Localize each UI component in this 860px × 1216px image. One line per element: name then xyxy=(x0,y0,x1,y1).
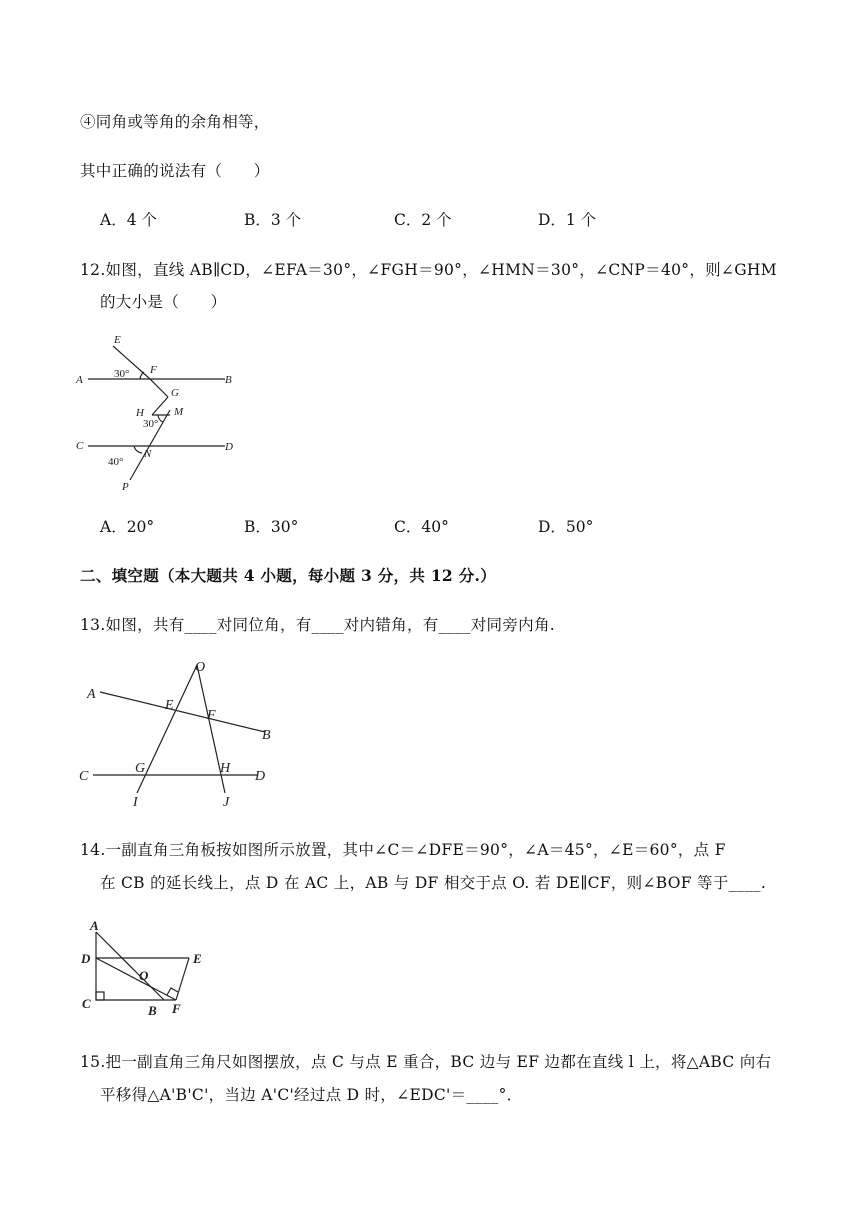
q11-option-b: B．3 个 xyxy=(244,211,302,229)
line-oi xyxy=(137,665,197,793)
q11-prompt: 其中正确的说法有（ ） xyxy=(80,162,270,180)
segment-fg xyxy=(150,379,168,397)
q15-text-line2: 平移得△A'B'C'，当边 A'C'经过点 D 时，∠EDC'＝____°． xyxy=(100,1086,523,1104)
segment-ef xyxy=(176,958,189,1000)
segment-df xyxy=(96,958,176,1000)
label-b: B xyxy=(225,374,232,386)
arc-40 xyxy=(134,446,142,453)
segment-gh xyxy=(152,397,168,415)
q12-text-line2: 的大小是（ ） xyxy=(100,293,227,311)
right-angle-f xyxy=(167,988,178,995)
q11-item4: ④同角或等角的余角相等， xyxy=(80,113,270,131)
q12-option-d: D．50° xyxy=(538,518,594,536)
label-d: D xyxy=(225,441,233,453)
label-e: E xyxy=(165,698,174,713)
label-e: E xyxy=(193,951,202,966)
segment-ab xyxy=(96,932,164,1000)
label-f: F xyxy=(172,1001,181,1016)
label-n: N xyxy=(144,448,152,460)
q12-text-line1: 12.如图，直线 AB∥CD，∠EFA＝30°，∠FGH＝90°，∠HMN＝30°，∠CNP＝40°，则∠GHM xyxy=(80,261,777,279)
label-o: O xyxy=(195,660,206,675)
right-angle-c xyxy=(96,992,104,1000)
q14-figure xyxy=(76,918,216,1018)
label-g: G xyxy=(135,761,146,776)
label-f: F xyxy=(207,708,216,723)
line-ab xyxy=(100,692,265,732)
section-2-heading: 二、填空题（本大题共 4 小题，每小题 3 分，共 12 分.） xyxy=(80,566,497,585)
label-j: J xyxy=(223,795,230,810)
label-d: D xyxy=(255,769,266,784)
q14-text-line2: 在 CB 的延长线上，点 D 在 AC 上，AB 与 DF 相交于点 O. 若 DE∥CF，则∠BOF 等于____. xyxy=(100,874,767,892)
q13-figure xyxy=(75,655,285,810)
label-c: C xyxy=(79,769,89,784)
label-e: E xyxy=(114,334,121,346)
label-b: B xyxy=(262,728,271,743)
label-b: B xyxy=(148,1003,157,1018)
q12-figure xyxy=(70,328,250,493)
label-i: I xyxy=(133,795,138,810)
label-a: A xyxy=(90,918,99,933)
label-a: A xyxy=(87,687,96,702)
angle-40: 40° xyxy=(108,456,124,468)
q11-option-c: C．2 个 xyxy=(394,211,452,229)
label-a: A xyxy=(76,374,83,386)
q15-text-line1: 15.把一副直角三角尺如图摆放，点 C 与点 E 重合，BC 边与 EF 边都在直线 l 上，将△ABC 向右 xyxy=(80,1053,772,1071)
label-d: D xyxy=(81,951,91,966)
label-h: H xyxy=(220,761,231,776)
arc-30-mid xyxy=(158,415,163,422)
label-c: C xyxy=(82,996,91,1011)
label-h: H xyxy=(136,407,144,419)
label-f: F xyxy=(150,364,157,376)
label-g: G xyxy=(171,387,179,399)
q11-option-a: A．4 个 xyxy=(100,211,157,229)
label-c: C xyxy=(76,440,84,452)
q14-text-line1: 14.一副直角三角板按如图所示放置，其中∠C＝∠DFE＝90°，∠A＝45°，∠E＝60°，点 F xyxy=(80,841,726,859)
label-o: O xyxy=(139,968,149,983)
q12-option-a: A．20° xyxy=(100,518,155,536)
q11-option-d: D．1 个 xyxy=(538,211,597,229)
q12-option-b: B．30° xyxy=(244,518,299,536)
q13-text: 13.如图，共有____对同位角，有____对内错角，有____对同旁内角. xyxy=(80,616,555,634)
angle-30-mid: 30° xyxy=(143,418,159,430)
q12-option-c: C．40° xyxy=(394,518,449,536)
label-p: P xyxy=(122,481,129,493)
label-m: M xyxy=(174,406,184,418)
arc-30-top xyxy=(140,372,144,379)
angle-30-top: 30° xyxy=(114,368,130,380)
